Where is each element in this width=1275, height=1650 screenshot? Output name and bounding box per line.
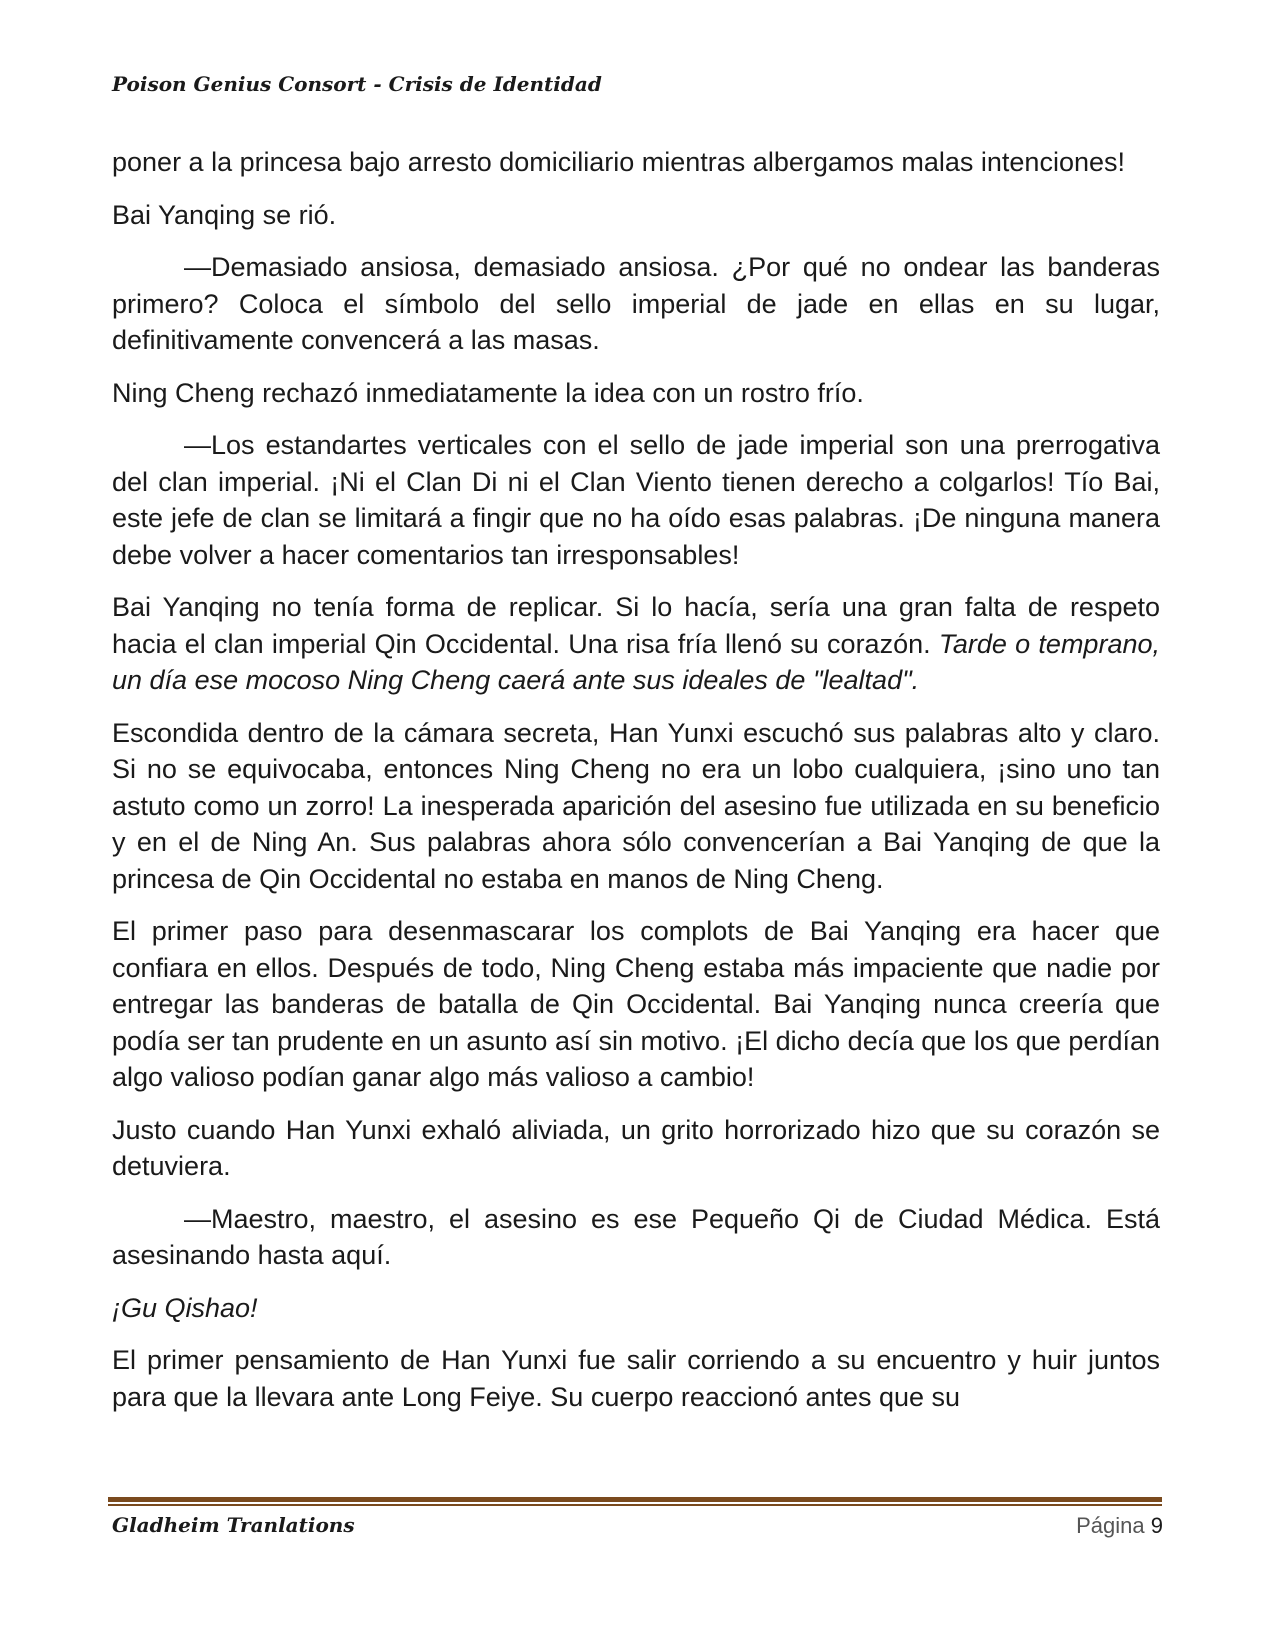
footer-credit: Gladheim Tranlations [112, 1513, 355, 1537]
paragraph: El primer paso para desenmascarar los complots de Bai Yanqing era hacer que confiara en ellos. Después de todo, Ning Cheng estaba más impaciente que nadie por entregar las banderas de batalla de Qin Occidental. Bai Yanqing nunca creería que podía ser tan prudente en un asunto así sin motivo. ¡El dicho decía que los que perdían algo valioso podían ganar algo más valioso a cambio! [112, 916, 1160, 1092]
paragraph: Bai Yanqing se rió. [112, 199, 337, 230]
page-number-value: 9 [1150, 1513, 1163, 1538]
paragraph: Justo cuando Han Yunxi exhaló aliviada, un grito horrorizado hizo que su corazón se detuviera. [112, 1114, 1160, 1181]
page-number [1076, 1513, 1163, 1539]
page-label: Página [1076, 1513, 1145, 1538]
paragraph: El primer pensamiento de Han Yunxi fue salir corriendo a su encuentro y huir juntos para que la llevara ante Long Feiye. Su cuerpo reaccionó antes que su [112, 1345, 1160, 1412]
dialogue-paragraph: —Demasiado ansiosa, demasiado ansiosa. ¿Por qué no ondear las banderas primero? Coloca el símbolo del sello imperial de jade en ellas en su lugar, definitivamente convencerá a las masas. [112, 252, 1160, 355]
italic-thought: Tarde o temprano, un día ese mocoso Ning Cheng caerá ante sus ideales de "lealtad". [112, 628, 1160, 695]
paragraph: Ning Cheng rechazó inmediatamente la idea con un rostro frío. [112, 377, 864, 408]
document-body [112, 144, 1160, 1431]
footer-divider [108, 1497, 1162, 1506]
dialogue-paragraph: —Maestro, maestro, el asesino es ese Pequeño Qi de Ciudad Médica. Está asesinando hasta aquí. [112, 1203, 1160, 1270]
paragraph-text: Bai Yanqing no tenía forma de replicar. Si lo hacía, sería una gran falta de respeto hacia el clan imperial Qin Occidental. Una risa fría llenó su corazón. [112, 592, 1160, 659]
page-header-title: Poison Genius Consort - Crisis de Identidad [112, 72, 602, 96]
dialogue-paragraph: —Los estandartes verticales con el sello de jade imperial son una prerrogativa del clan imperial. ¡Ni el Clan Di ni el Clan Viento tienen derecho a colgarlos! Tío Bai, este jefe de clan se limitará a fingir que no ha oído esas palabras. ¡De ninguna manera debe volver a hacer comentarios tan irresponsables! [112, 430, 1160, 570]
italic-exclamation: ¡Gu Qishao! [112, 1292, 258, 1323]
paragraph [112, 589, 1160, 699]
paragraph: poner a la princesa bajo arresto domiciliario mientras albergamos malas intenciones! [112, 147, 1126, 177]
paragraph: Escondida dentro de la cámara secreta, Han Yunxi escuchó sus palabras alto y claro. Si no se equivocaba, entonces Ning Cheng no era un lobo cualquiera, ¡sino uno tan astuto como un zorro! La inesperada aparición del asesino fue utilizada en su beneficio y en el de Ning An. Sus palabras ahora sólo convencerían a Bai Yanqing de que la princesa de Qin Occidental no estaba en manos de Ning Cheng. [112, 717, 1160, 894]
